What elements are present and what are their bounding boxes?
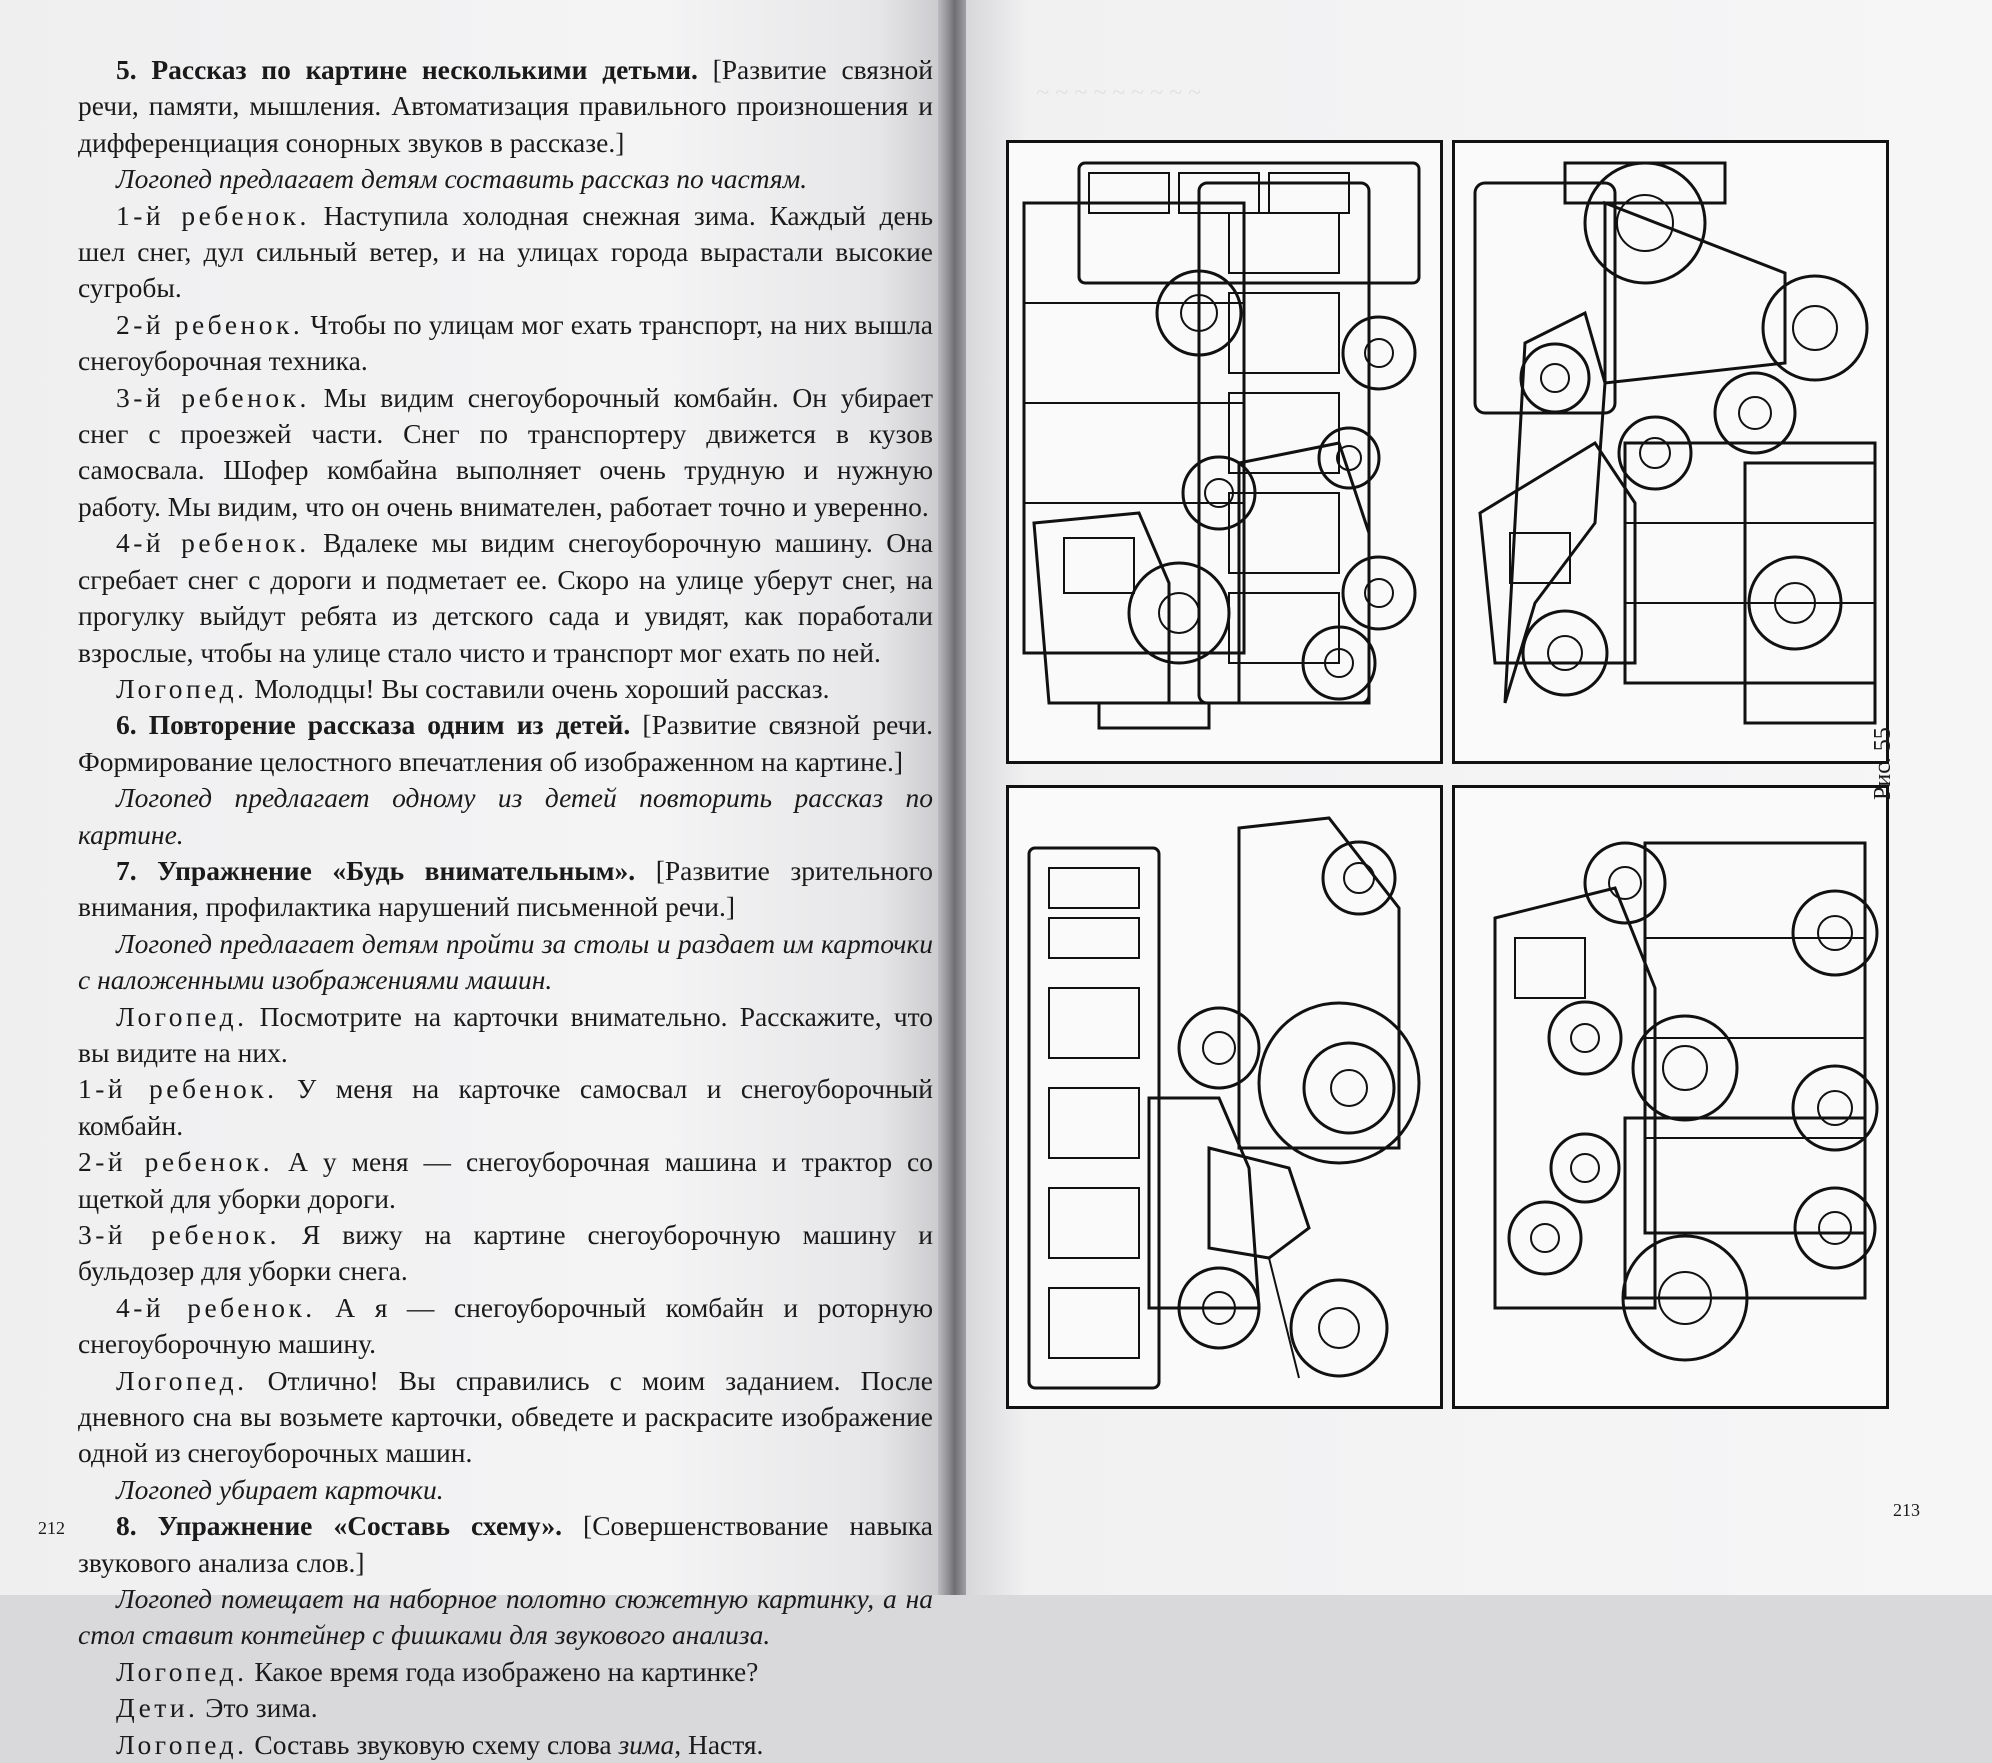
- dialogue-tail: , Настя.: [674, 1728, 764, 1760]
- dialogue-line: [78, 1654, 933, 1690]
- exercise-heading: 7. Упражнение «Будь внимательным».: [116, 854, 636, 886]
- instruction-paragraph: Логопед предлагает детям пройти за столы и раздает им карточки с наложенными изображениями машин.: [78, 927, 933, 996]
- exercise-paragraph: [78, 707, 933, 780]
- dialogue-text: Молодцы! Вы составили очень хороший рассказ.: [254, 672, 830, 704]
- dialogue-text: У меня на карточке самосвал и снегоуборочный комбайн.: [78, 1073, 933, 1141]
- speaker-label: 2-й ребенок.: [116, 308, 304, 340]
- book-gutter: [938, 0, 968, 1595]
- target-word: зима: [618, 1728, 675, 1760]
- dialogue-text: А у меня — снегоуборочная машина и трактор со щеткой для уборки дороги.: [78, 1146, 933, 1214]
- dialogue-line: [78, 1290, 933, 1363]
- exercise-goal: [Развитие зрительного внимания, профилактика нарушений письменной речи.]: [78, 854, 934, 923]
- speaker-label: 1-й ребенок.: [78, 1073, 278, 1105]
- card-top-left: [1006, 140, 1443, 764]
- dialogue-line: [78, 1363, 933, 1472]
- dialogue-line: [78, 999, 933, 1072]
- speaker-label: 3-й ребенок.: [116, 381, 310, 413]
- exercise-heading: 6. Повторение рассказа одним из детей.: [116, 709, 631, 741]
- speaker-label: Дети.: [116, 1692, 199, 1724]
- dialogue-line: [78, 1144, 933, 1217]
- exercise-heading: 8. Упражнение «Составь схему».: [116, 1510, 562, 1542]
- page-number-right: 213: [1893, 1500, 1920, 1520]
- speaker-label: 4-й ребенок.: [116, 527, 310, 559]
- speaker-label: 1-й ребенок.: [116, 199, 310, 231]
- dialogue-text: Это зима.: [205, 1692, 318, 1724]
- overlapping-vehicles-drawing: [1455, 143, 1886, 761]
- dialogue-text: Составь звуковую схему слова: [254, 1728, 612, 1760]
- left-page: [0, 0, 945, 1760]
- instruction-paragraph: Логопед помещает на наборное полотно сюжетную картинку, а на стол ставит контейнер с фишками для звукового анализа.: [78, 1583, 933, 1651]
- speaker-label: 4-й ребенок.: [116, 1291, 316, 1323]
- bleed-through: ~ ~ ~ ~ ~ ~ ~ ~ ~: [1036, 80, 1201, 106]
- exercise-paragraph: [78, 853, 933, 926]
- dialogue-line: [78, 380, 933, 526]
- dialogue-line: [78, 1071, 933, 1144]
- instruction-paragraph: Логопед предлагает одному из детей повторить рассказ по картине.: [78, 782, 933, 850]
- page-number-left: 212: [38, 1518, 65, 1538]
- dialogue-text: А я — снегоуборочный комбайн и роторную снегоуборочную машину.: [78, 1291, 934, 1360]
- dialogue-line: [78, 671, 933, 707]
- speaker-label: Логопед.: [116, 1000, 248, 1032]
- figure-caption: Рис. 55: [1870, 727, 1896, 800]
- dialogue-text: Вдалеке мы видим снегоуборочную машину. Она сгребает снег с дороги и подметает ее. Скоро на улице уберут снег, на прогулку выйдут ребята из детского сада и увидят, как поработали взрослые, чтобы на улице стало чисто и транспорт мог ехать по ней.: [78, 527, 934, 668]
- exercise-goal: [Развитие связной речи, памяти, мышления. Автоматизация правильного произношения и дифференциация сонорных звуков в рассказе.]: [78, 54, 934, 158]
- dialogue-text: Какое время года изображено на картинке?: [254, 1655, 759, 1687]
- dialogue-line: [78, 1690, 933, 1726]
- exercise-goal: [Развитие связной речи. Формирование целостного впечатления об изображенном на картине.]: [78, 709, 934, 777]
- instruction-paragraph: Логопед убирает карточки.: [116, 1473, 444, 1505]
- dialogue-text: Отлично! Вы справились с моим заданием. После дневного сна вы возьмете карточки, обведете и раскрасите изображение одной из снегоуборочных машин.: [78, 1364, 934, 1469]
- speaker-label: Логопед.: [116, 672, 248, 704]
- speaker-label: Логопед.: [116, 1728, 248, 1760]
- dialogue-line: [78, 307, 933, 380]
- speaker-label: Логопед.: [116, 1655, 248, 1687]
- speaker-label: Логопед.: [116, 1364, 248, 1396]
- dialogue-line: [78, 1727, 933, 1763]
- card-bottom-right: [1452, 785, 1889, 1409]
- card-bottom-left: [1006, 785, 1443, 1409]
- dialogue-text: Я вижу на картине снегоуборочную машину и бульдозер для уборки снега.: [78, 1219, 934, 1287]
- overlapping-vehicles-drawing: [1009, 788, 1440, 1406]
- dialogue-line: [78, 198, 933, 307]
- left-page-text: [78, 52, 933, 1763]
- speaker-label: 3-й ребенок.: [78, 1219, 281, 1250]
- exercise-paragraph: [78, 1508, 933, 1581]
- instruction-paragraph: Логопед предлагает детям составить рассказ по частям.: [116, 163, 808, 195]
- overlapping-vehicles-drawing: [1455, 788, 1886, 1406]
- dialogue-line: [78, 1217, 933, 1290]
- dialogue-text: Чтобы по улицам мог ехать транспорт, на них вышла снегоуборочная техника.: [78, 308, 933, 377]
- overlapping-vehicles-drawing: [1009, 143, 1440, 761]
- exercise-paragraph: [78, 52, 933, 161]
- exercise-heading: 5. Рассказ по картине несколькими детьми.: [116, 54, 698, 85]
- dialogue-text: Посмотрите на карточки внимательно. Расскажите, что вы видите на них.: [78, 1000, 933, 1068]
- exercise-goal: [Совершенствование навыка звукового анализа слов.]: [78, 1510, 933, 1578]
- dialogue-line: [78, 525, 933, 671]
- card-top-right: [1452, 140, 1889, 764]
- dialogue-text: Наступила холодная снежная зима. Каждый день шел снег, дул сильный ветер, и на улицах города вырастали высокие сугробы.: [78, 199, 934, 304]
- speaker-label: 2-й ребенок.: [78, 1146, 274, 1178]
- dialogue-text: Мы видим снегоуборочный комбайн. Он убирает снег с проезжей части. Снег по транспортеру движется в кузов самосвала. Шофер комбайна выполняет очень трудную и нужную работу. Мы видим, что он очень внимателен, работает точно и уверенно.: [78, 381, 934, 522]
